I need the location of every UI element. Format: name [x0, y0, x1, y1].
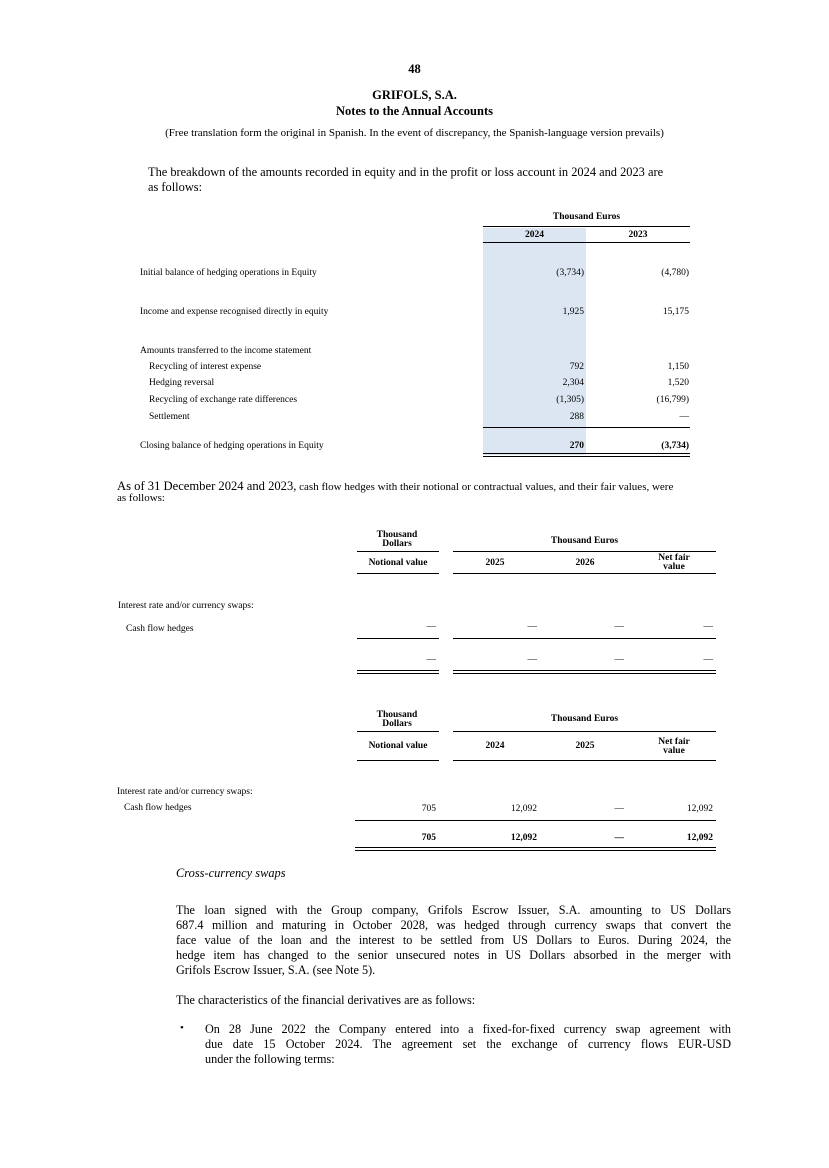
- equity-row-label: Hedging reversal: [149, 378, 215, 388]
- equity-row-value-2023: 1,150: [667, 362, 689, 372]
- equity-unit-header: Thousand Euros: [552, 212, 621, 222]
- divider: [453, 670, 716, 671]
- ccs-heading: Cross-currency swaps: [176, 866, 286, 880]
- t2-col-fair-line1: Net fair: [658, 737, 690, 747]
- equity-row-label: Income and expense recognised directly in equity: [140, 307, 329, 317]
- ccs-bullet-line: due date 15 October 2024. The agreement set the exchange of currency flows EUR-USD: [205, 1037, 731, 1051]
- divider: [357, 670, 439, 671]
- equity-row-label: Amounts transferred to the income statement: [140, 346, 312, 356]
- t2-col-2024: 2024: [485, 741, 505, 751]
- t2-col-fair-line2: value: [663, 746, 685, 756]
- equity-row-value-2024: 792: [569, 362, 584, 372]
- divider: [357, 551, 439, 552]
- ccs-p1-line: face value of the loan and the interest to be settled from US Dollars to Euros. During 2024, the: [176, 933, 731, 947]
- equity-row-value-2024: 288: [569, 412, 584, 422]
- t2-row-y1: 12,092: [510, 804, 537, 814]
- t2-group-dollars-line2: Dollars: [382, 719, 412, 729]
- equity-row-value-2024: 270: [569, 441, 584, 451]
- divider: [483, 456, 690, 457]
- equity-row-value-2024: 2,304: [562, 378, 584, 388]
- equity-row-value-2023: (4,780): [661, 268, 689, 278]
- ccs-p1-line: Grifols Escrow Issuer, S.A. (see Note 5).: [176, 963, 376, 977]
- divider: [453, 638, 716, 639]
- hedges-intro-rest: cash flow hedges with their notional or contractual values, and their fair values, were: [296, 481, 674, 493]
- t1-section-label: Interest rate and/or currency swaps:: [118, 601, 254, 611]
- page-number: 48: [408, 62, 421, 76]
- t2-total-fair: 12,092: [686, 833, 713, 843]
- equity-intro-line1: The breakdown of the amounts recorded in equity and in the profit or loss account in 2024 and 2023 are: [148, 165, 664, 179]
- t1-group-dollars-line1: Thousand: [376, 530, 418, 540]
- equity-row-value-2023: —: [679, 412, 689, 422]
- page-subtitle: Notes to the Annual Accounts: [336, 104, 493, 118]
- equity-col-2023: 2023: [628, 230, 648, 240]
- t2-section-label: Interest rate and/or currency swaps:: [117, 787, 253, 797]
- equity-row-label: Settlement: [149, 412, 190, 422]
- divider: [453, 731, 716, 732]
- t1-total-fair: —: [703, 655, 713, 665]
- t1-col-notional: Notional value: [368, 558, 428, 568]
- t2-row-fair: 12,092: [686, 804, 713, 814]
- divider: [357, 731, 439, 732]
- t1-row-y1: —: [527, 622, 537, 632]
- t1-group-euros: Thousand Euros: [550, 536, 619, 546]
- t2-group-dollars-line1: Thousand: [376, 710, 418, 720]
- t2-group-euros: Thousand Euros: [550, 714, 619, 724]
- t2-col-notional: Notional value: [368, 741, 428, 751]
- equity-row-value-2024: 1,925: [562, 307, 584, 317]
- equity-row-label: Closing balance of hedging operations in Equity: [140, 441, 324, 451]
- t1-row-fair: —: [703, 622, 713, 632]
- ccs-bullet-line: under the following terms:: [205, 1052, 335, 1066]
- t1-total-y2: —: [614, 655, 624, 665]
- divider: [483, 427, 690, 428]
- hedges-intro-line1: [117, 477, 673, 495]
- divider: [355, 847, 716, 848]
- equity-row-label: Recycling of interest expense: [149, 362, 262, 372]
- hedges-intro-line2: as follows:: [117, 492, 165, 504]
- t2-row-label: Cash flow hedges: [124, 803, 192, 813]
- ccs-bullet-line: On 28 June 2022 the Company entered into a fixed-for-fixed currency swap agreement with: [205, 1022, 731, 1036]
- t2-row-notional: 705: [421, 804, 436, 814]
- divider: [357, 573, 439, 574]
- hedges-intro-date: As of 31 December 2024 and 2023,: [117, 479, 297, 493]
- divider: [453, 551, 716, 552]
- equity-row-value-2024: (3,734): [556, 268, 584, 278]
- ccs-p2: The characteristics of the financial derivatives are as follows:: [176, 993, 476, 1007]
- equity-row-value-2023: 1,520: [667, 378, 689, 388]
- ccs-p1-line: hedge item has changed to the senior unsecured notes in US Dollars absorbed in the merger with: [176, 948, 731, 962]
- equity-row-label: Initial balance of hedging operations in Equity: [140, 268, 317, 278]
- equity-row-value-2023: 15,175: [662, 307, 689, 317]
- t2-total-y1: 12,092: [510, 833, 537, 843]
- divider: [357, 673, 439, 674]
- t2-col-2025: 2025: [575, 741, 595, 751]
- equity-col-2024: 2024: [525, 230, 544, 240]
- t2-row-y2: —: [614, 804, 624, 814]
- t1-col-2026: 2026: [575, 558, 595, 568]
- divider: [453, 673, 716, 674]
- divider: [483, 226, 690, 227]
- t1-col-fair-line2: value: [663, 562, 685, 572]
- t2-total-y2: —: [614, 833, 624, 843]
- t1-row-y2: —: [614, 622, 624, 632]
- t1-row-notional: —: [426, 622, 436, 632]
- ccs-p1-line: The loan signed with the Group company, Grifols Escrow Issuer, S.A. amounting to US Dollars: [176, 903, 731, 917]
- t1-group-dollars-line2: Dollars: [382, 539, 412, 549]
- equity-row-value-2023: (3,734): [661, 441, 689, 451]
- ccs-p1-line: 687.4 million and maturing in October 2028, was hedged through currency swaps that convert the: [176, 918, 731, 932]
- equity-intro-line2: as follows:: [148, 180, 203, 194]
- divider: [355, 850, 716, 851]
- t1-total-notional: —: [426, 655, 436, 665]
- equity-row-value-2023: (16,799): [656, 395, 689, 405]
- equity-row-value-2024: (1,305): [556, 395, 584, 405]
- company-name: GRIFOLS, S.A.: [372, 88, 457, 102]
- t1-total-y1: —: [527, 655, 537, 665]
- divider: [357, 760, 439, 761]
- t2-total-notional: 705: [421, 833, 436, 843]
- divider: [357, 638, 439, 639]
- divider: [453, 573, 716, 574]
- t1-col-2025: 2025: [485, 558, 505, 568]
- divider: [453, 760, 716, 761]
- divider: [483, 242, 690, 243]
- t1-col-fair-line1: Net fair: [658, 553, 690, 563]
- equity-row-label: Recycling of exchange rate differences: [149, 395, 298, 405]
- t1-row-label: Cash flow hedges: [126, 624, 194, 634]
- divider: [483, 453, 690, 454]
- translation-disclaimer: (Free translation form the original in Spanish. In the event of discrepancy, the Spanish-language version prevails): [165, 127, 664, 139]
- bullet-icon: •: [180, 1022, 184, 1034]
- divider: [355, 820, 716, 821]
